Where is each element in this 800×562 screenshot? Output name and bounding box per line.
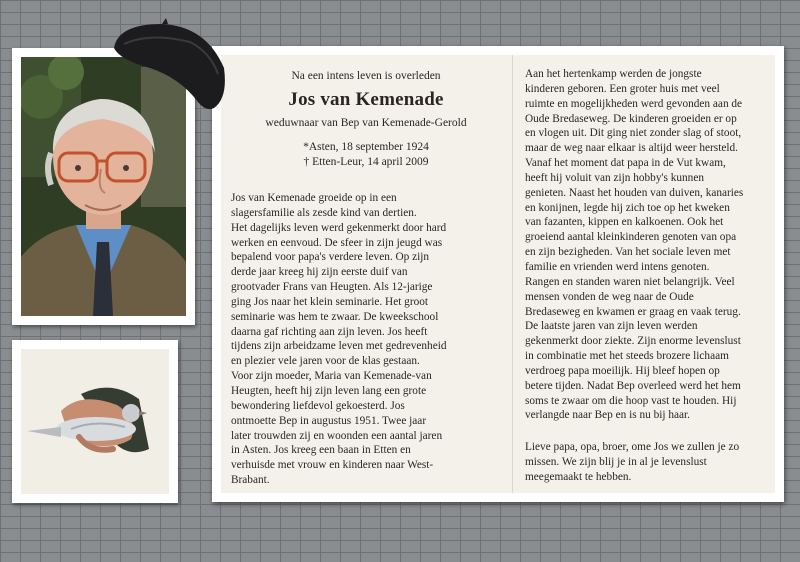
text-line: Rangen en standen waren niet belangrijk. Veel (525, 275, 735, 288)
beret-image (110, 18, 230, 114)
biography-text (231, 191, 447, 488)
memorial-card (212, 46, 784, 502)
birth-line: *Asten, 18 september 1924 (303, 141, 429, 153)
spouse-line: weduwnaar van Bep van Kemenade-Gerold (265, 117, 467, 129)
text-line: meegemaakt te hebben. (525, 470, 632, 483)
text-line: groeiend aantal kleinkinderen genoten van opa (525, 231, 737, 244)
text-line: Bredaseweg en kwamen er graag en vaak terug. (525, 305, 741, 318)
text-line: ruimte en mogelijkheden werd gevonden aan de (525, 97, 743, 110)
text-line: tijdens zijn arbeidzame leven met gedrevenheid (231, 340, 447, 353)
text-line: kinderen geboren. Een groter huis met veel (525, 82, 720, 95)
text-line: verlangde naar Bep en is nu bij haar. (525, 409, 691, 422)
text-line: en zijn bezigheden. Van het sociale leven met (525, 246, 731, 259)
text-line: slagersfamilie als zesde kind van dertien. (231, 206, 417, 219)
life-dates (231, 140, 501, 170)
text-line: grootvader Frans van Heugten. Als 12-jarige (231, 281, 433, 294)
text-line: in Asten. Jos kreeg een baan in Etten en (231, 444, 411, 457)
text-line: verhuisde met vrouw en kinderen naar West- (231, 459, 434, 472)
text-line: bepalend voor papa's verdere leven. Op zijn (231, 251, 430, 264)
text-line: mensen vonden de weg naar de Oude (525, 290, 694, 303)
death-line: † Etten-Leur, 14 april 2009 (303, 156, 429, 168)
text-line: daarna gaf richting aan zijn leven. Jos heeft (231, 325, 428, 338)
text-line: Jos van Kemenade groeide op in een (231, 192, 397, 204)
card-left-column (231, 55, 501, 493)
text-line: Lieve papa, opa, broer, ome Jos we zullen je zo (525, 441, 740, 453)
deceased-name: Jos van Kemenade (288, 89, 444, 110)
pigeon-photo (12, 340, 178, 503)
text-line: Heugten, heeft hij zijn leven lang een grote (231, 384, 427, 397)
text-line: Voor zijn moeder, Maria van Kemenade-van (231, 370, 432, 383)
text-line: verdroeg papa moeilijk. Hij bleef hopen op (525, 364, 720, 377)
text-line: en vlogen uit. Dit ging niet zonder slag of stoot, (525, 127, 742, 140)
text-line: soms te zwaar om die hoop vast te houden. Hij (525, 394, 737, 407)
text-line: Oude Bredaseweg. De kinderen groeiden er op (525, 112, 737, 125)
pigeon-in-hands-image (21, 349, 169, 494)
text-line: bewondering liefdevol gekoesterd. Jos (231, 399, 405, 412)
text-line: derde jaar kreeg hij zijn eerste duif van (231, 266, 408, 279)
text-line: werken en eenvoud. De sfeer in zijn jeugd was (231, 236, 443, 249)
text-line: heeft hij voluit van zijn hobby's kunnen (525, 171, 704, 184)
text-line: later trouwden zij en woonden een aantal jaren (231, 429, 443, 442)
text-line: en plezier vele jaren voor de klas gestaan. (231, 355, 420, 368)
text-line: genieten. Naast het houden van duiven, kanaries (525, 186, 744, 199)
intro-text: Na een intens leven is overleden (291, 70, 441, 82)
text-line: van fazanten, kippen en kalkoenen. Ook het (525, 216, 724, 229)
text-line: Vanaf het moment dat papa in de Vut kwam, (525, 157, 726, 170)
text-line: familie en vrienden werd intens genoten. (525, 260, 710, 273)
life-story-text (525, 67, 743, 423)
text-line: ontmoette Bep in augustus 1951. Twee jaar (231, 414, 427, 427)
text-line: betere tijden. Nadat Bep overleed werd het hem (525, 379, 741, 392)
text-line: maar de weg naar elkaar is altijd weer hersteld. (525, 142, 738, 155)
card-right-column (525, 55, 770, 493)
text-line: missen. We zijn blij je in al je levenslust (525, 455, 707, 468)
text-line: seminarie was hem te zwaar. De kweekschool (231, 310, 439, 323)
closing-message (525, 440, 739, 485)
card-fold-line (512, 55, 513, 493)
text-line: in combinatie met het steeds brozere lichaam (525, 350, 729, 363)
text-line: Brabant. (231, 474, 270, 487)
text-line: ging Jos naar het klein seminarie. Het groot (231, 295, 429, 308)
text-line: Het dagelijks leven werd gekenmerkt door hard (231, 221, 447, 234)
text-line: De laatste jaren van zijn leven werden (525, 320, 698, 333)
text-line: Aan het hertenkamp werden de jongste (525, 68, 702, 80)
text-line: gekenmerkt door ziekte. Zijn enorme levenslust (525, 335, 741, 348)
text-line: en konijnen, legde hij zich toe op het kweken (525, 201, 730, 214)
